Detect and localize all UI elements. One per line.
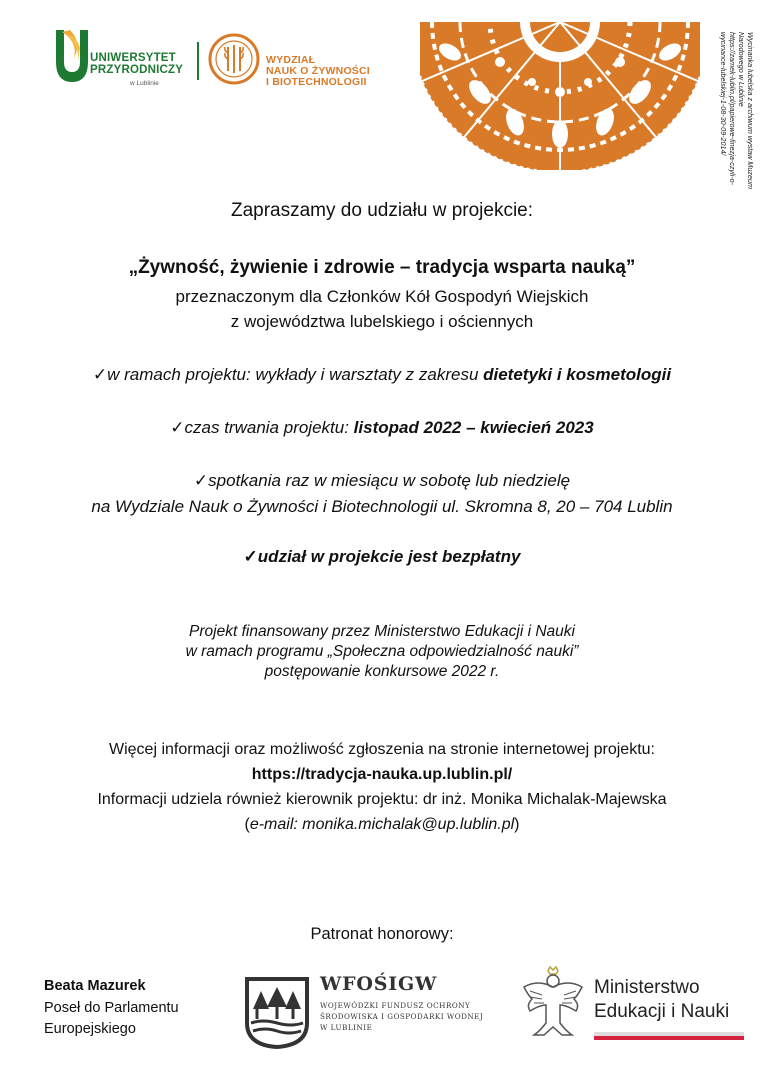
funding-line3: postępowanie konkursowe 2022 r. xyxy=(264,663,500,680)
project-title: „Żywność, żywienie i zdrowie – tradycja wsparta nauką” xyxy=(128,257,636,278)
wfosigw-title: WFOŚIGW xyxy=(320,973,438,995)
contact-person: Informacji udziela również kierownik projektu: dr inż. Monika Michalak-Majewska xyxy=(97,791,667,808)
funding-line1: Projekt finansowany przez Ministerstwo Edukacji i Nauki xyxy=(189,623,575,640)
university-logo-mark xyxy=(52,28,94,86)
patron-person-role: Poseł do Parlamentu xyxy=(44,999,179,1016)
contact-email-link[interactable]: e-mail: monika.michalak@up.lublin.pl xyxy=(249,816,515,833)
university-logo xyxy=(52,28,192,88)
image-credit: Wycinanka lubelska z archiwum wystaw Muzeum Narodowego w Lublinie https://zamek-lublin.pl/papierowe-finezja-czyli-o- wycinance-lubelskiej-1-08-30-09-2014/ xyxy=(719,32,755,189)
check-icon: ✓ xyxy=(243,547,258,566)
contact-email: (e-mail: monika.michalak@up.lublin.pl) xyxy=(244,816,520,833)
wfosigw-description: WOJEWÓDZKI FUNDUSZ OCHRONY ŚRODOWISKA I GOSPODARKI WODNEJ W LUBLINIE xyxy=(320,1001,484,1032)
bullet-meetings-location: na Wydziale Nauk o Żywności i Biotechnologii ul. Skromna 8, 20 – 704 Lublin xyxy=(91,497,673,516)
check-icon: ✓ xyxy=(92,365,108,384)
bullet-free: ✓udział w projekcie jest bezpłatny xyxy=(243,547,521,566)
university-name: UNIWERSYTET PRZYRODNICZY xyxy=(90,52,184,76)
bullet-scope: ✓w ramach projektu: wykłady i warsztaty z zakresu dietetyki i kosmetologii xyxy=(92,365,672,384)
bullet-duration: ✓czas trwania projektu: listopad 2022 – kwiecień 2023 xyxy=(170,418,594,437)
project-audience-line1: przeznaczonym dla Członków Kół Gospodyń Wiejskich xyxy=(175,287,589,306)
check-icon: ✓ xyxy=(193,471,209,490)
ministry-name: Ministerstwo Edukacji i Nauki xyxy=(594,977,730,1022)
wfosigw-logo-mark xyxy=(243,975,311,1049)
flag-red-stripe xyxy=(594,1036,744,1040)
check-icon: ✓ xyxy=(170,418,185,437)
funding-line2: w ramach programu „Społeczna odpowiedzialność nauki” xyxy=(185,643,579,660)
university-city: w Lublinie xyxy=(130,80,159,87)
patron-person-name: Beata Mazurek xyxy=(44,978,146,994)
faculty-logo-mark xyxy=(208,33,260,85)
patron-person: Beata Mazurek Poseł do Parlamentu Europejskiego xyxy=(44,978,179,1037)
invitation-heading: Zapraszamy do udziału w projekcie: xyxy=(230,200,534,221)
polish-eagle-icon xyxy=(520,965,586,1041)
info-text: Więcej informacji oraz możliwość zgłoszenia na stronie internetowej projektu: xyxy=(108,741,655,758)
faculty-name: WYDZIAŁ NAUK O ŻYWNOŚCI I BIOTECHNOLOGII xyxy=(266,54,370,88)
papercut-ornament xyxy=(420,22,700,170)
project-website-link[interactable]: https://tradycja-nauka.up.lublin.pl/ xyxy=(251,766,513,783)
patronage-heading: Patronat honorowy: xyxy=(310,925,454,943)
bullet-meetings: ✓spotkania raz w miesiącu w sobotę lub niedzielę xyxy=(193,471,571,490)
logo-divider xyxy=(197,42,199,80)
project-audience-line2: z województwa lubelskiego i ościennych xyxy=(230,312,534,331)
